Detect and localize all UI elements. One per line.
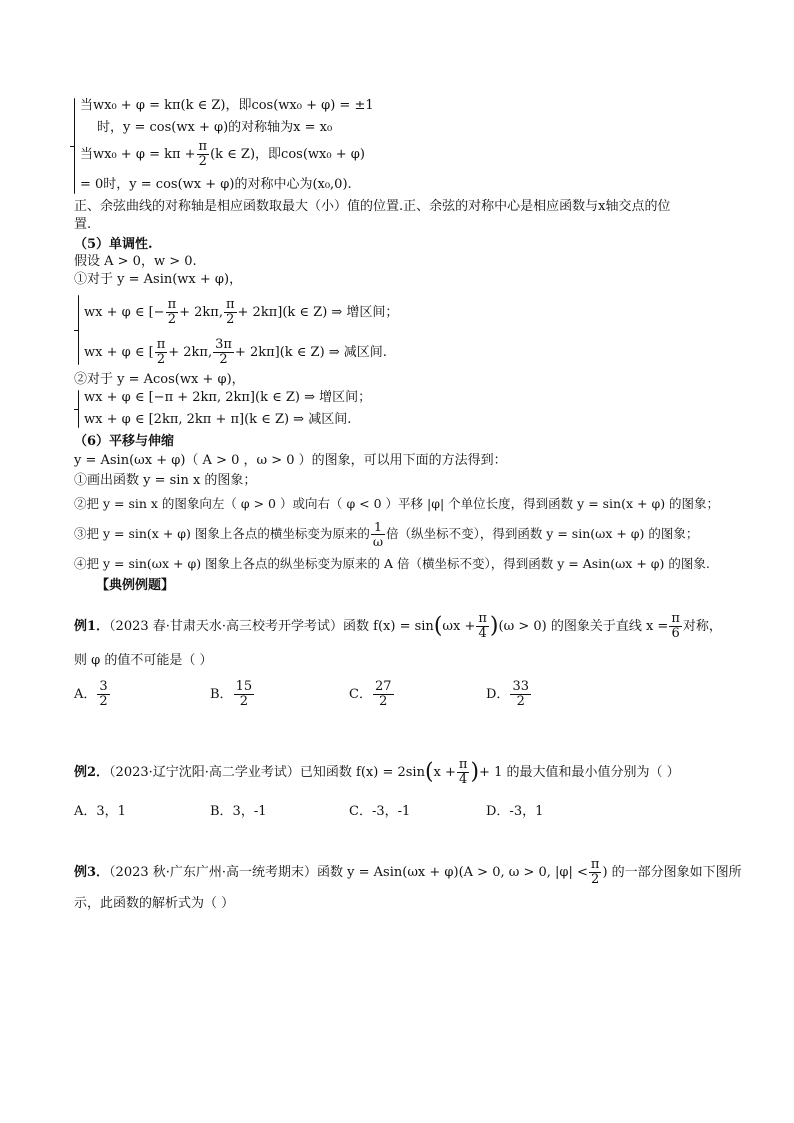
mono-case-2-increase: wx + φ ∈ [−π + 2kπ, 2kπ](k ∈ Z) ⇒ 增区间； (84, 390, 372, 405)
shift-step-3: ③把 y = sin(x + φ) 图象上各点的横坐标变为原来的 $\frac{1}{\omega}$ 倍（纵坐标不变），得到函数 y = sin(ωx + φ) 的图象； (74, 519, 699, 549)
example-2-option-d[interactable]: D．-3，1 (486, 804, 544, 819)
examples-heading: 【典例例题】 (96, 578, 175, 593)
mono-case-2: ②对于 y = Acos(wx + φ)， (74, 372, 245, 387)
shift-step-2: ②把 y = sin x 的图象向左（ φ > 0 ）或向右（ φ < 0 ）平移 |φ| 个单位长度，得到函数 y = sin(x + φ) 的图象； (74, 496, 720, 511)
mono-case-1: ①对于 y = Asin(wx + φ)， (74, 272, 243, 287)
shift-step-1: ①画出函数 y = sin x 的图象； (74, 473, 257, 488)
mono-case-1-increase: wx + φ ∈ [− $\frac{\pi}{2}$ + 2kπ, $\frac{\pi}{2}$ + 2kπ](k ∈ Z) ⇒ 增区间； (84, 297, 399, 327)
example-2-option-c[interactable]: C．-3，-1 (349, 804, 411, 819)
sym-note-1: 正、余弦曲线的对称轴是相应函数取最大（小）值的位置.正、余弦的对称中心是相应函数与x轴交点的位 (74, 199, 671, 214)
example-1-question: 例1．（2023 春·甘肃天水·高三校考开学考试）函数 f(x) = sin(ωx + $\frac{\pi}{4}$ )(ω > 0) 的图象关于直线 x = $\frac{\pi}{6}$ 对称， (74, 611, 722, 641)
shift-heading: （6）平移与伸缩 (74, 434, 175, 449)
example-1-line-2: 则 φ 的值不可能是（ ） (74, 653, 213, 668)
example-2-label: 例2． (74, 765, 110, 780)
brace-mono-2 (78, 390, 79, 428)
example-2-question: 例2．（2023·辽宁沈阳·高二学业考试）已知函数 f(x) = 2sin(x + $\frac{\pi}{4}$ )+ 1 的最大值和最小值分别为（ ） (74, 757, 680, 787)
sym-line-1: 当wx₀ + φ = kπ(k ∈ Z)，即cos(wx₀ + φ) = ±1 (80, 98, 374, 113)
example-3-question: 例3．（2023 秋·广东广州·高一统考期末）函数 y = Asin(ωx + φ)(A > 0, ω > 0, |φ| < $\frac{\pi}{2}$ ) 的一部分图象如下图所 (74, 857, 742, 887)
mono-assume: 假设 A > 0，w > 0. (74, 254, 197, 269)
sym-line-3: 当wx₀ + φ = kπ + $\frac{\pi}{2}$ (k ∈ Z)，即cos(wx₀ + φ) (80, 139, 365, 169)
mono-case-1-decrease: wx + φ ∈ [ $\frac{\pi}{2}$ + 2kπ, $\frac{3\pi}{2}$ + 2kπ](k ∈ Z) ⇒ 减区间. (84, 337, 387, 367)
sym-line-4: = 0时，y = cos(wx + φ)的对称中心为(x₀,0). (80, 177, 352, 192)
shift-step-4: ④把 y = sin(ωx + φ) 图象上各点的纵坐标变为原来的 A 倍（横坐标不变），得到函数 y = Asin(ωx + φ) 的图象. (74, 556, 710, 571)
example-1-option-c[interactable]: C． $\frac{27}{2}$ (349, 679, 392, 709)
example-1-option-a[interactable]: A． $\frac{3}{2}$ (74, 679, 108, 709)
brace-mono-1 (78, 295, 79, 365)
example-1-option-b[interactable]: B． $\frac{15}{2}$ (210, 679, 253, 709)
sym-note-2: 置. (74, 217, 92, 232)
mono-heading: （5）单调性. (74, 237, 153, 252)
sym-line-2: 时，y = cos(wx + φ)的对称轴为x = x₀ (97, 120, 333, 135)
example-1-option-d[interactable]: D． $\frac{33}{2}$ (486, 679, 529, 709)
example-2-option-b[interactable]: B．3，-1 (210, 804, 267, 819)
example-2-option-a[interactable]: A．3，1 (74, 804, 126, 819)
example-1-label: 例1． (74, 619, 110, 634)
mono-case-2-decrease: wx + φ ∈ [2kπ, 2kπ + π](k ∈ Z) ⇒ 减区间. (84, 412, 352, 427)
shift-intro: y = Asin(ωx + φ)（ A > 0 ，ω > 0 ）的图象，可以用下面的方法得到： (74, 453, 507, 468)
brace-symmetry (74, 98, 75, 194)
example-3-label: 例3． (74, 865, 110, 880)
example-3-line-2: 示，此函数的解析式为（ ） (74, 896, 235, 911)
